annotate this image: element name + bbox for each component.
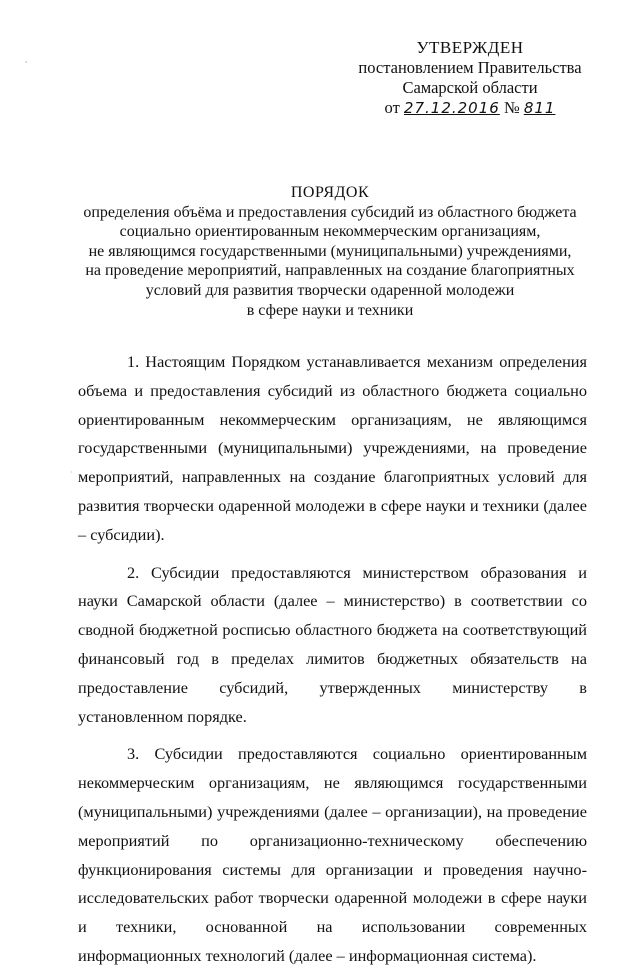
approval-line-2: Самарской области: [402, 78, 538, 97]
title-line: в сфере науки и техники: [246, 301, 414, 319]
number-prefix: №: [503, 98, 520, 117]
approval-line-1: постановлением Правительства: [358, 58, 582, 77]
paragraph-1: 1. Настоящим Порядком устанавливается механизм определения объема и предоставления субсидий из областного бюджета социально ориентированным некоммерческим организациям, не являющимся государственными (муниципальными) учреждениями, на проведение мероприятий, направленных на создание благоприятных условий для развития творчески одаренной молодежи в сфере науки и техники (далее – субсидии).: [78, 352, 587, 544]
document-title-block: [80, 183, 580, 320]
title-line: социально ориентированным некоммерческим организациям,: [119, 223, 541, 241]
paragraph-3: 3. Субсидии предоставляются социально ориентированным некоммерческим организациям, не являющимся государственными (муниципальными) учреждениями (далее – организации), на проведение мероприятий по организационно-техническому обеспечению функционирования системы для организации и проведения научно-исследовательских работ творчески одаренной молодежи в сфере науки и техники, основанной на использовании современных информационных технологий (далее – информационная система).: [78, 744, 587, 965]
title-line: на проведение мероприятий, направленных на создание благоприятных: [85, 262, 575, 280]
approval-stamp: [340, 38, 600, 118]
date-prefix: от: [384, 98, 400, 117]
title-line: условий для развития творчески одаренной молодежи: [145, 281, 515, 299]
scan-speck: ·: [70, 468, 73, 477]
approval-date-line: [340, 98, 600, 118]
document-title: ПОРЯДОК: [290, 184, 370, 201]
title-line: определения объёма и предоставления субсидий из областного бюджета: [83, 203, 577, 221]
title-line: не являющимся государственными (муниципальными) учреждениями,: [88, 242, 572, 260]
handwritten-number: 811: [523, 99, 556, 117]
approval-heading: УТВЕРЖДЕН: [416, 38, 524, 57]
document-body: [78, 348, 587, 980]
paragraph-2: 2. Субсидии предоставляются министерством образования и науки Самарской области (далее – министерство) в соответствии со сводной бюджетной росписью областного бюджета на соответствующий финансовый год в пределах лимитов бюджетных обязательств на предоставление субсидий, утвержденных министерству в установленном порядке.: [78, 562, 587, 726]
scan-speck: ': [25, 60, 28, 69]
handwritten-date: 27.12.2016: [403, 99, 500, 117]
